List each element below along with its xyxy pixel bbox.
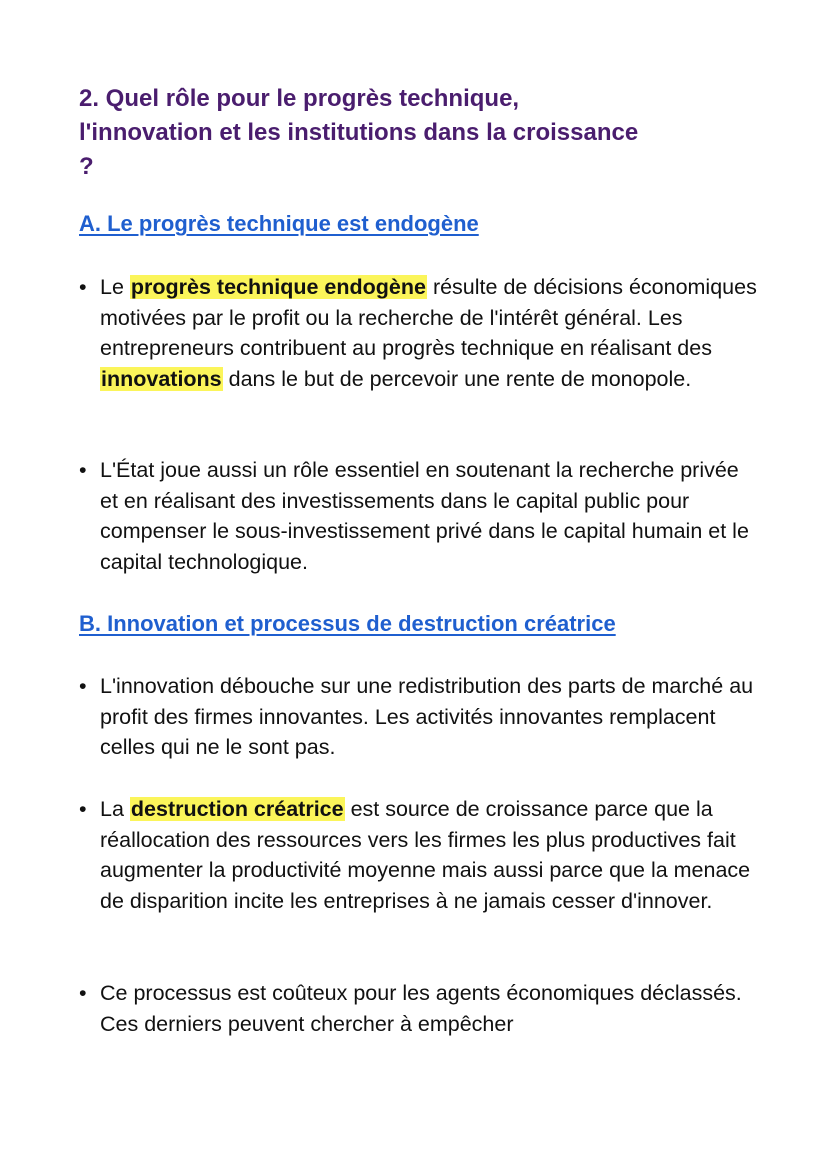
section-heading-a[interactable]: A. Le progrès technique est endogène bbox=[79, 211, 479, 236]
bullet-marker: • bbox=[79, 797, 87, 821]
list-item bbox=[79, 671, 759, 763]
bullet-text-after: dans le but de percevoir une rente de monopole. bbox=[222, 366, 692, 391]
page-title: 2. Quel rôle pour le progrès technique, l'innovation et les institutions dans la croissance ? bbox=[79, 85, 639, 180]
bullet-text-before: Le bbox=[100, 275, 130, 299]
bullet-marker: • bbox=[79, 275, 87, 299]
bullet-text-middle: résulte de décisions économiques motivées par le profit ou la recherche de l'intérêt général. Les entrepreneurs contribuent au progrès technique en réalisant des bbox=[100, 275, 757, 360]
bullet-marker: • bbox=[79, 981, 87, 1005]
highlighted-term: destruction créatrice bbox=[130, 797, 344, 821]
bullet-text: Ce processus est coûteux pour les agents économiques déclassés. Ces derniers peuvent chercher à empêcher bbox=[100, 981, 742, 1036]
bullet-text: L'innovation débouche sur une redistribution des parts de marché au profit des firmes innovantes. Les activités innovantes remplacent celles qui ne le sont pas. bbox=[100, 674, 754, 759]
bullet-text-before: La bbox=[100, 797, 130, 821]
list-item bbox=[79, 978, 759, 1039]
bullet-text: L'État joue aussi un rôle essentiel en soutenant la recherche privée et en réalisant des investissements dans le capital public pour compenser le sous-investissement privé dans le capital humain et le capital technologique. bbox=[100, 458, 749, 574]
section-heading-b[interactable]: B. Innovation et processus de destruction créatrice bbox=[79, 611, 616, 636]
bullet-marker: • bbox=[79, 674, 87, 698]
list-item bbox=[79, 455, 759, 577]
highlighted-term: progrès technique endogène bbox=[130, 275, 426, 299]
bullet-marker: • bbox=[79, 458, 87, 482]
list-item bbox=[79, 272, 759, 394]
list-item bbox=[79, 794, 759, 916]
bullet-text-after: est source de croissance parce que la réallocation des ressources vers les firmes les plus productives fait augmenter la productivité moyenne mais aussi parce que la menace de disparition incite les entreprises à ne jamais cesser d'innover. bbox=[100, 797, 751, 913]
highlighted-term: innovations bbox=[101, 366, 222, 391]
